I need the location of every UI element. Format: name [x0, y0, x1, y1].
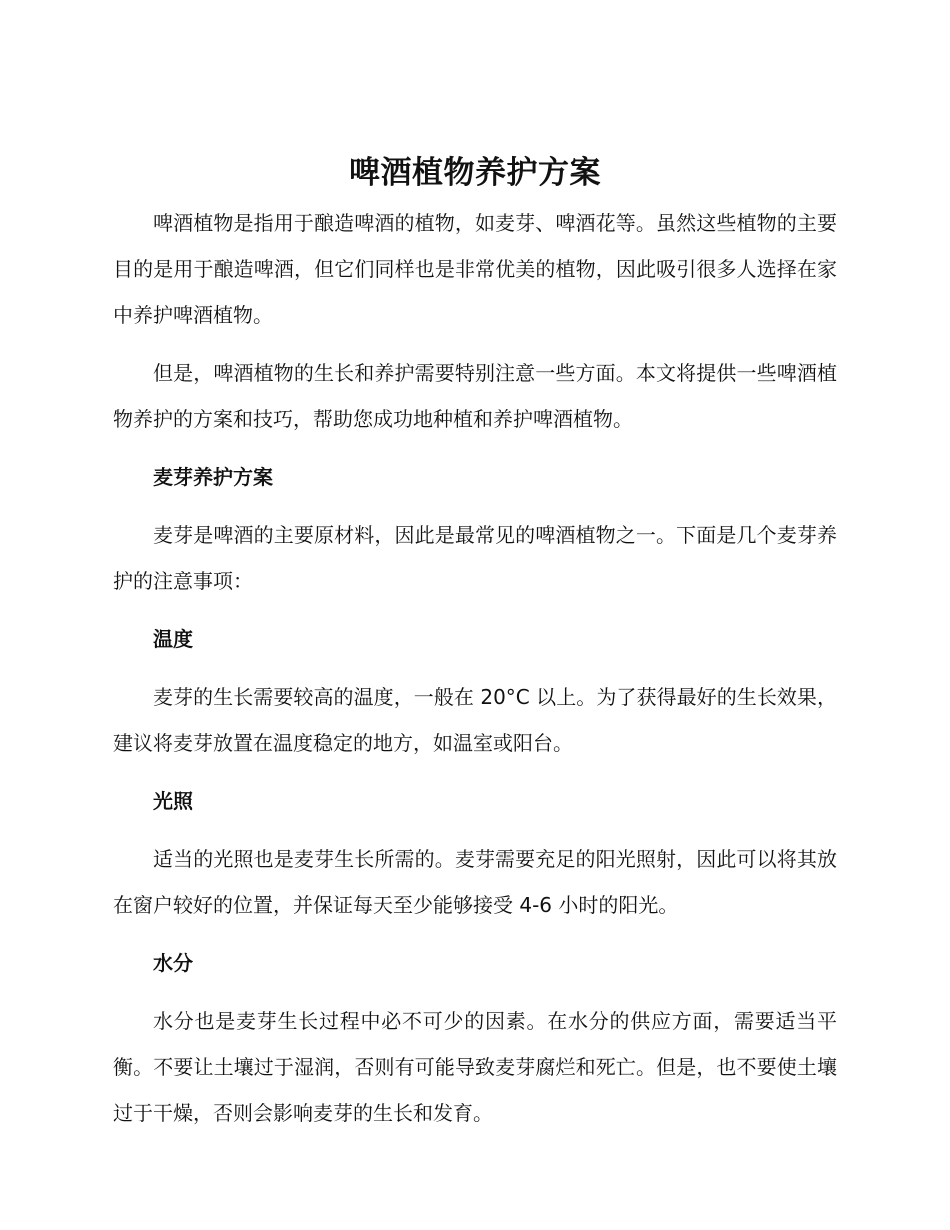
temperature-paragraph: 麦芽的生长需要较高的温度，一般在 20°C 以上。为了获得最好的生长效果，建议将麦芽放置在温度稳定的地方，如温室或阳台。 [113, 685, 837, 755]
malt-section-heading: 麦芽养护方案 [153, 465, 273, 489]
document-title: 啤酒植物养护方案 [349, 155, 601, 191]
intro-paragraph-1: 啤酒植物是指用于酿造啤酒的植物，如麦芽、啤酒花等。虽然这些植物的主要目的是用于酿造啤酒，但它们同样也是非常优美的植物，因此吸引很多人选择在家中养护啤酒植物。 [113, 211, 837, 327]
light-heading: 光照 [153, 789, 193, 813]
water-heading: 水分 [153, 951, 193, 975]
water-paragraph: 水分也是麦芽生长过程中必不可少的因素。在水分的供应方面，需要适当平衡。不要让土壤过于湿润，否则有可能导致麦芽腐烂和死亡。但是，也不要使土壤过于干燥，否则会影响麦芽的生长和发育。 [113, 1009, 837, 1125]
temperature-heading: 温度 [153, 627, 193, 651]
intro-paragraph-2: 但是，啤酒植物的生长和养护需要特别注意一些方面。本文将提供一些啤酒植物养护的方案和技巧，帮助您成功地种植和养护啤酒植物。 [113, 361, 837, 431]
light-paragraph: 适当的光照也是麦芽生长所需的。麦芽需要充足的阳光照射，因此可以将其放在窗户较好的位置，并保证每天至少能够接受 4-6 小时的阳光。 [113, 847, 837, 917]
malt-intro-paragraph: 麦芽是啤酒的主要原材料，因此是最常见的啤酒植物之一。下面是几个麦芽养护的注意事项： [113, 523, 837, 593]
